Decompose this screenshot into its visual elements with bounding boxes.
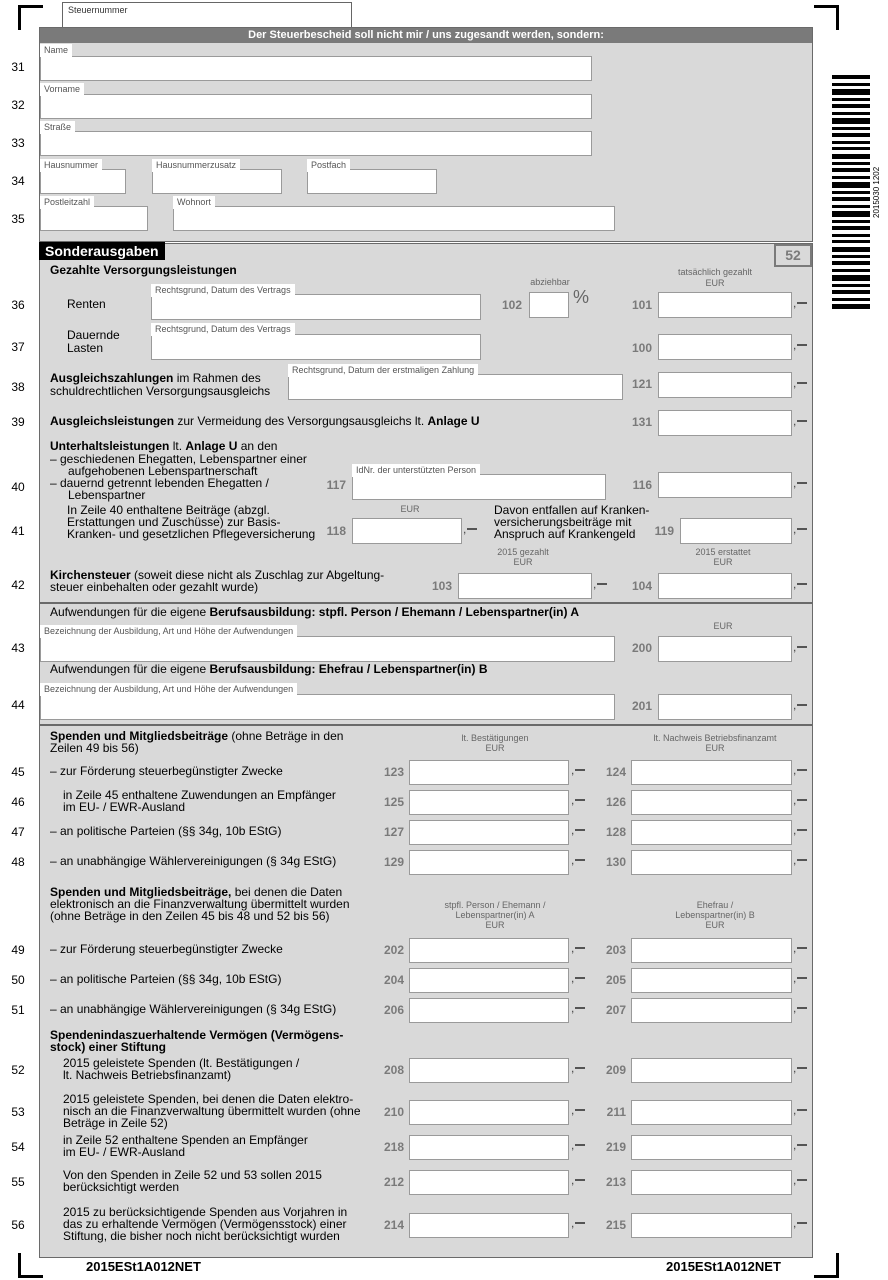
- dash: [575, 1109, 585, 1111]
- comma: ,: [793, 640, 797, 654]
- dash: [797, 799, 807, 801]
- amount-field-right[interactable]: [631, 1135, 792, 1160]
- kirchensteuer-text-2: steuer einbehalten oder gezahlt wurde): [50, 580, 259, 594]
- spenden-elektronisch-text-3: (ohne Beträge in den Zeilen 45 bis 48 und 52 bis 56): [50, 909, 330, 923]
- code-210: 210: [383, 1105, 404, 1119]
- name-field[interactable]: [40, 56, 592, 81]
- lasten-rechtsgrund-field[interactable]: [151, 334, 481, 360]
- dash: [797, 704, 807, 706]
- nachweis-label: lt. Nachweis Betriebsfinanzamt: [653, 733, 777, 743]
- amount-field-left[interactable]: [409, 998, 569, 1023]
- comma: ,: [793, 971, 797, 985]
- comma: ,: [793, 522, 797, 536]
- amount-field-left[interactable]: [409, 1135, 569, 1160]
- strasse-field[interactable]: [40, 131, 592, 156]
- berufsausbildung-a-eur-field[interactable]: [658, 636, 792, 662]
- comma: ,: [793, 1138, 797, 1152]
- amount-field-right[interactable]: [631, 790, 792, 815]
- comma: ,: [793, 1216, 797, 1230]
- berufsausbildung-b-text: Aufwendungen für die eigene: [50, 662, 210, 676]
- code-200: 200: [631, 641, 652, 655]
- wohnort-field[interactable]: [173, 206, 615, 231]
- code-208: 208: [383, 1063, 404, 1077]
- code-101: 101: [631, 298, 652, 312]
- code-211: 211: [606, 1105, 626, 1119]
- code-201: 201: [631, 699, 652, 713]
- comma: ,: [793, 577, 797, 591]
- anlage-u-label: Anlage U: [185, 439, 238, 453]
- abziehbar-label: abziehbar: [530, 277, 570, 287]
- code-204: 204: [383, 973, 404, 987]
- amount-field-right[interactable]: [631, 1058, 792, 1083]
- comma: ,: [793, 1061, 797, 1075]
- renten-label: Renten: [67, 297, 106, 311]
- ausgleich-text-2: schuldrechtlichen Versorgungsausgleichs: [50, 384, 271, 398]
- percent-sign: %: [573, 287, 590, 307]
- person-a-label-2: Lebenspartner(in) A: [455, 910, 535, 920]
- comma: ,: [571, 971, 575, 985]
- stiftung-title-1: Spendenindaszuerhaltende Vermögen (Vermögens-: [50, 1028, 344, 1042]
- eur-label: EUR: [705, 278, 725, 288]
- line-number: 31: [11, 60, 25, 74]
- berufsausbildung-a-label: Berufsausbildung: stpfl. Person / Ehemann / Lebenspartner(in) A: [209, 605, 580, 619]
- postfach-label: Postfach: [307, 159, 350, 172]
- code-202: 202: [383, 943, 404, 957]
- vorname-label: Vorname: [40, 83, 84, 96]
- line-number: 36: [11, 298, 25, 312]
- dash: [467, 528, 477, 530]
- section-number: 52: [774, 244, 812, 267]
- line-number: 55: [11, 1175, 25, 1189]
- ausgleichsleistungen-label: Ausgleichsleistungen: [50, 414, 175, 428]
- kirchensteuer-gezahlt-field[interactable]: [458, 573, 592, 599]
- idnr-field[interactable]: [352, 474, 606, 500]
- comma: ,: [571, 1138, 575, 1152]
- line-number: 38: [11, 380, 25, 394]
- comma: ,: [571, 941, 575, 955]
- kv-krankengeld-text-2: versicherungsbeiträge mit: [494, 515, 632, 529]
- dash: [797, 583, 807, 585]
- row-label: – zur Förderung steuerbegünstigter Zwecke: [50, 942, 283, 956]
- code-103: 103: [431, 579, 452, 593]
- row-label: lt. Nachweis Betriebsfinanzamt): [63, 1068, 232, 1082]
- row-label: berücksichtigt werden: [63, 1180, 180, 1194]
- hausnummer-field[interactable]: [40, 169, 126, 194]
- vorname-field[interactable]: [40, 94, 592, 119]
- corner-mark-top-right: [814, 5, 839, 30]
- line-number: 35: [11, 212, 25, 226]
- hausnummerzusatz-label: Hausnummerzusatz: [152, 159, 240, 172]
- bestaetigung-label: lt. Bestätigungen: [461, 733, 529, 743]
- line-number: 53: [11, 1105, 25, 1119]
- berufsausbildung-b-eur-field[interactable]: [658, 694, 792, 720]
- comma: ,: [571, 1103, 575, 1117]
- anlage-u-label: Anlage U: [427, 414, 480, 428]
- krankengeld-eur-field[interactable]: [680, 518, 792, 544]
- ausgleich-text-1: im Rahmen des: [173, 371, 261, 385]
- row-label: in Zeile 52 enthaltene Spenden an Empfänger: [63, 1133, 308, 1147]
- row-label: – an unabhängige Wählervereinigungen (§ 34g EStG): [50, 1002, 337, 1016]
- code-131: 131: [631, 415, 652, 429]
- dash: [797, 829, 807, 831]
- comma: ,: [793, 823, 797, 837]
- dash: [797, 482, 807, 484]
- unterhalt-text-5: Lebenspartner: [68, 488, 146, 502]
- code-203: 203: [605, 943, 626, 957]
- versorgung-title: Gezahlte Versorgungsleistungen: [50, 263, 237, 277]
- dash: [797, 528, 807, 530]
- unterhalt-eur-field[interactable]: [658, 472, 792, 498]
- dash: [575, 947, 585, 949]
- kirchensteuer-label: Kirchensteuer: [50, 568, 131, 582]
- line-number: 56: [11, 1218, 25, 1232]
- line-number: 48: [11, 855, 25, 869]
- rechtsgrund-label: Rechtsgrund, Datum des Vertrags: [151, 284, 295, 297]
- postleitzahl-label: Postleitzahl: [40, 196, 94, 209]
- amount-field-left[interactable]: [409, 1100, 569, 1125]
- amount-field-left[interactable]: [409, 968, 569, 993]
- dash: [797, 1109, 807, 1111]
- ausgleichsleistungen-eur-field[interactable]: [658, 410, 792, 436]
- dash: [575, 799, 585, 801]
- line-number: 32: [11, 98, 25, 112]
- dash: [797, 382, 807, 384]
- comma: ,: [571, 853, 575, 867]
- comma: ,: [793, 1103, 797, 1117]
- amount-field-left[interactable]: [409, 790, 569, 815]
- dash: [797, 1144, 807, 1146]
- eur-label: EUR: [713, 557, 733, 567]
- line-number: 41: [11, 524, 25, 538]
- bezeichnung-label: Bezeichnung der Ausbildung, Art und Höhe der Aufwendungen: [40, 683, 297, 696]
- unterhalt-text-3: aufgehobenen Lebenspartnerschaft: [68, 464, 258, 478]
- comma: ,: [793, 853, 797, 867]
- amount-field-right[interactable]: [631, 938, 792, 963]
- unterhalt-text: an den: [237, 439, 278, 453]
- dash: [797, 646, 807, 648]
- comma: ,: [593, 577, 597, 591]
- amount-field-left[interactable]: [409, 1058, 569, 1083]
- dash: [797, 1067, 807, 1069]
- spenden-elektronisch-title: Spenden und Mitgliedsbeiträge,: [50, 885, 232, 899]
- row-label: nisch an die Finanzverwaltung übermittelt wurden (ohne: [63, 1104, 361, 1118]
- eur-label: EUR: [705, 743, 725, 753]
- code-206: 206: [383, 1003, 404, 1017]
- hausnummerzusatz-field[interactable]: [152, 169, 282, 194]
- code-209: 209: [605, 1063, 626, 1077]
- comma: ,: [571, 1173, 575, 1187]
- lasten-eur-field[interactable]: [658, 334, 792, 360]
- amount-field-right[interactable]: [631, 1213, 792, 1238]
- dash: [575, 769, 585, 771]
- amount-field-left[interactable]: [409, 1213, 569, 1238]
- dash: [797, 977, 807, 979]
- comma: ,: [793, 1173, 797, 1187]
- dash: [597, 583, 607, 585]
- line-number: 52: [11, 1063, 25, 1077]
- code-128: 128: [605, 825, 626, 839]
- steuernummer-label: Steuernummer: [68, 5, 128, 15]
- line-number: 44: [11, 698, 25, 712]
- bezeichnung-label: Bezeichnung der Ausbildung, Art und Höhe der Aufwendungen: [40, 625, 297, 638]
- comma: ,: [793, 698, 797, 712]
- line-number: 51: [11, 1003, 25, 1017]
- berufsausbildung-a-text: Aufwendungen für die eigene: [50, 605, 210, 619]
- spenden-text-2: Zeilen 49 bis 56): [50, 741, 139, 755]
- code-127: 127: [383, 825, 404, 839]
- renten-eur-field[interactable]: [658, 292, 792, 318]
- beitraege-text-1: In Zeile 40 enthaltene Beiträge (abzgl.: [67, 503, 270, 517]
- comma: ,: [793, 1001, 797, 1015]
- section-divider: [39, 724, 813, 726]
- line-number: 37: [11, 340, 25, 354]
- dash: [575, 859, 585, 861]
- kv-krankengeld-text-1: Davon entfallen auf Kranken-: [494, 503, 650, 517]
- row-label: Von den Spenden in Zeile 52 und 53 sollen 2015: [63, 1168, 322, 1182]
- dash: [575, 1007, 585, 1009]
- code-129: 129: [383, 855, 404, 869]
- comma: ,: [571, 823, 575, 837]
- corner-mark-bottom-right: [814, 1253, 839, 1278]
- idnr-label: IdNr. der unterstützten Person: [352, 464, 480, 477]
- code-117: 117: [326, 478, 346, 492]
- comma: ,: [793, 414, 797, 428]
- eur-label: EUR: [400, 504, 420, 514]
- ausgleichszahlungen-label: Ausgleichszahlungen: [50, 371, 174, 385]
- dash: [797, 302, 807, 304]
- ausgleich-eur-field[interactable]: [658, 372, 792, 398]
- unterhalt-text-4: – dauernd getrennt lebenden Ehegatten /: [50, 476, 269, 490]
- abziehbar-percent-field[interactable]: [529, 292, 569, 318]
- comma: ,: [793, 763, 797, 777]
- line-number: 46: [11, 795, 25, 809]
- dash: [797, 1222, 807, 1224]
- code-213: 213: [605, 1175, 626, 1189]
- line-number: 54: [11, 1140, 25, 1154]
- code-205: 205: [605, 973, 626, 987]
- row-label: – an unabhängige Wählervereinigungen (§ 34g EStG): [50, 854, 337, 868]
- comma: ,: [793, 296, 797, 310]
- comma: ,: [571, 763, 575, 777]
- comma: ,: [463, 522, 467, 536]
- code-215: 215: [605, 1218, 626, 1232]
- address-header: Der Steuerbescheid soll nicht mir / uns zugesandt werden, sondern:: [40, 28, 812, 43]
- code-116: 116: [632, 478, 652, 492]
- eur-label: EUR: [485, 920, 505, 930]
- wohnort-label: Wohnort: [173, 196, 215, 209]
- comma: ,: [793, 793, 797, 807]
- amount-field-left[interactable]: [409, 938, 569, 963]
- line-number: 34: [11, 174, 25, 188]
- row-label: das zu erhaltende Vermögen (Vermögensstock) einer: [63, 1217, 347, 1231]
- eur-label: EUR: [713, 621, 733, 631]
- code-123: 123: [383, 765, 404, 779]
- amount-field-left[interactable]: [409, 820, 569, 845]
- amount-field-right[interactable]: [631, 760, 792, 785]
- code-207: 207: [605, 1003, 626, 1017]
- rechtsgrund-label: Rechtsgrund, Datum des Vertrags: [151, 323, 295, 336]
- person-b-label-2: Lebenspartner(in) B: [675, 910, 755, 920]
- beitraege-text-3: Kranken- und gesetzlichen Pflegeversicherung: [67, 527, 316, 541]
- amount-field-right[interactable]: [631, 998, 792, 1023]
- strasse-label: Straße: [40, 121, 75, 134]
- code-119: 119: [654, 524, 674, 538]
- spenden-elektronisch-text-2: elektronisch an die Finanzverwaltung übermittelt wurden: [50, 897, 350, 911]
- dash: [797, 769, 807, 771]
- barcode: [832, 75, 870, 310]
- line-number: 47: [11, 825, 25, 839]
- code-104: 104: [631, 579, 652, 593]
- dash: [575, 1067, 585, 1069]
- code-126: 126: [605, 795, 626, 809]
- code-124: 124: [605, 765, 626, 779]
- comma: ,: [571, 793, 575, 807]
- line-number: 42: [11, 578, 25, 592]
- line-number: 50: [11, 973, 25, 987]
- amount-field-right[interactable]: [631, 820, 792, 845]
- dash: [797, 1007, 807, 1009]
- form-code-left: 2015ESt1A012NET: [86, 1259, 201, 1274]
- code-214: 214: [383, 1218, 404, 1232]
- dash: [575, 1222, 585, 1224]
- steuernummer-field[interactable]: [62, 2, 352, 28]
- amount-field-left[interactable]: [409, 850, 569, 875]
- form-code-right: 2015ESt1A012NET: [666, 1259, 781, 1274]
- amount-field-right[interactable]: [631, 968, 792, 993]
- kv-krankengeld-text-3: Anspruch auf Krankengeld: [494, 527, 636, 541]
- name-label: Name: [40, 44, 72, 57]
- row-label: – an politische Parteien (§§ 34g, 10b EStG): [50, 824, 282, 838]
- berufsausbildung-b-label: Berufsausbildung: Ehefrau / Lebenspartner(in) B: [209, 662, 488, 676]
- code-212: 212: [383, 1175, 404, 1189]
- berufsausbildung-b-field[interactable]: [40, 694, 615, 720]
- renten-rechtsgrund-field[interactable]: [151, 294, 481, 320]
- comma: ,: [793, 476, 797, 490]
- person-a-label: stpfl. Person / Ehemann /: [444, 900, 546, 910]
- code-118: 118: [326, 524, 346, 538]
- code-130: 130: [605, 855, 626, 869]
- line-number: 49: [11, 943, 25, 957]
- beitraege-text-2: Erstattungen und Zuschüsse) zur Basis-: [67, 515, 281, 529]
- gezahlt-label: 2015 gezahlt: [497, 547, 549, 557]
- amount-field-left[interactable]: [409, 1170, 569, 1195]
- ausgleich-rechtsgrund-field[interactable]: [288, 374, 623, 400]
- unterhaltsleistungen-label: Unterhaltsleistungen: [50, 439, 170, 453]
- eur-label: EUR: [705, 920, 725, 930]
- spenden-elektronisch-text-1: bei denen die Daten: [231, 885, 343, 899]
- amount-field-left[interactable]: [409, 760, 569, 785]
- kirchensteuer-text-1: (soweit diese nicht als Zuschlag zur Abgeltung-: [130, 568, 385, 582]
- section-title: Sonderausgaben: [39, 242, 165, 260]
- stiftung-title-2: stock) einer Stiftung: [50, 1040, 167, 1054]
- dash: [797, 859, 807, 861]
- spenden-text-1: (ohne Beträge in den: [228, 729, 344, 743]
- ausgleichsleistungen-text: zur Vermeidung des Versorgungsausgleichs lt.: [174, 414, 428, 428]
- row-label: 2015 geleistete Spenden, bei denen die Daten elektro-: [63, 1092, 354, 1106]
- row-label: – zur Förderung steuerbegünstigter Zwecke: [50, 764, 283, 778]
- line-number: 39: [11, 415, 25, 429]
- hausnummer-label: Hausnummer: [40, 159, 102, 172]
- code-102: 102: [501, 298, 522, 312]
- dash: [575, 1144, 585, 1146]
- line-number: 43: [11, 641, 25, 655]
- row-label: in Zeile 45 enthaltene Zuwendungen an Empfänger: [63, 788, 336, 802]
- comma: ,: [793, 338, 797, 352]
- line-number: 40: [11, 480, 25, 494]
- amount-field-right[interactable]: [631, 1170, 792, 1195]
- row-label: im EU- / EWR-Ausland: [63, 800, 186, 814]
- kirchensteuer-erstattet-field[interactable]: [658, 573, 792, 599]
- dash: [797, 344, 807, 346]
- erstattet-label: 2015 erstattet: [695, 547, 751, 557]
- dash: [575, 1179, 585, 1181]
- basis-kv-eur-field[interactable]: [352, 518, 462, 544]
- eur-label: EUR: [485, 743, 505, 753]
- comma: ,: [571, 1061, 575, 1075]
- row-label: – an politische Parteien (§§ 34g, 10b EStG): [50, 972, 282, 986]
- amount-field-right[interactable]: [631, 850, 792, 875]
- code-100: 100: [631, 341, 652, 355]
- eur-label: EUR: [513, 557, 533, 567]
- comma: ,: [571, 1001, 575, 1015]
- code-125: 125: [383, 795, 404, 809]
- code-218: 218: [383, 1140, 404, 1154]
- barcode-text: 2015030 1202: [872, 166, 881, 218]
- dauernde-label-2: Lasten: [67, 341, 104, 355]
- dauernde-label-1: Dauernde: [67, 328, 120, 342]
- postfach-field[interactable]: [307, 169, 437, 194]
- comma: ,: [793, 376, 797, 390]
- dash: [575, 829, 585, 831]
- tats-gezahlt-label: tatsächlich gezahlt: [677, 267, 753, 277]
- row-label: 2015 geleistete Spenden (lt. Bestätigungen /: [63, 1056, 300, 1070]
- row-label: 2015 zu berücksichtigende Spenden aus Vorjahren in: [63, 1205, 348, 1219]
- code-121: 121: [631, 377, 652, 391]
- amount-field-right[interactable]: [631, 1100, 792, 1125]
- unterhalt-text-2: – geschiedenen Ehegatten, Lebenspartner einer: [50, 452, 307, 466]
- code-219: 219: [605, 1140, 626, 1154]
- spenden-title: Spenden und Mitgliedsbeiträge: [50, 729, 229, 743]
- dash: [797, 1179, 807, 1181]
- dash: [797, 947, 807, 949]
- comma: ,: [793, 941, 797, 955]
- unterhalt-text: lt.: [169, 439, 186, 453]
- row-label: Beträge in Zeile 52): [63, 1116, 168, 1130]
- postleitzahl-field[interactable]: [40, 206, 148, 231]
- person-b-label: Ehefrau /: [696, 900, 734, 910]
- section-divider: [39, 602, 813, 604]
- dash: [797, 420, 807, 422]
- line-number: 33: [11, 136, 25, 150]
- dash: [575, 977, 585, 979]
- berufsausbildung-a-field[interactable]: [40, 636, 615, 662]
- comma: ,: [571, 1216, 575, 1230]
- row-label: im EU- / EWR-Ausland: [63, 1145, 186, 1159]
- ausgleich-rechtsgrund-label: Rechtsgrund, Datum der erstmaligen Zahlung: [288, 364, 478, 377]
- line-number: 45: [11, 765, 25, 779]
- row-label: Stiftung, die bisher noch nicht berücksichtigt wurden: [63, 1229, 340, 1243]
